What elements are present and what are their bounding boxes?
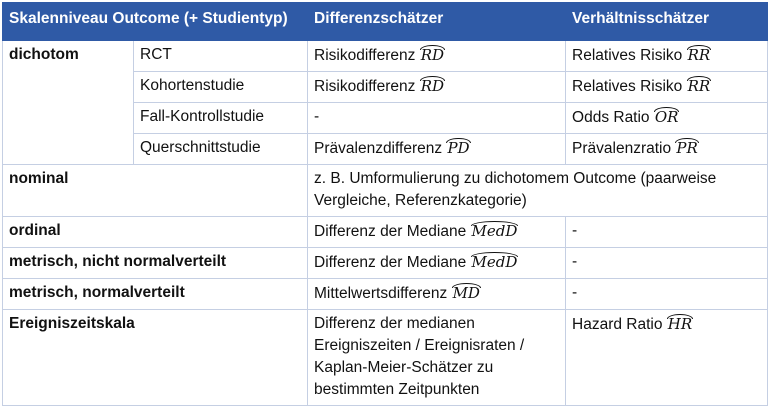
estimator-symbol: RD — [420, 46, 445, 64]
ratio-cell: Prävalenzratio PR — [566, 134, 768, 165]
table-row — [3, 279, 768, 310]
header-difference-estimator: Differenzschätzer — [308, 3, 566, 41]
table-row — [3, 165, 768, 217]
ratio-cell: Hazard Ratio HR — [566, 310, 768, 406]
estimator-symbol: RR — [687, 77, 711, 95]
scale-dichotom: dichotom — [3, 41, 134, 165]
estimator-symbol: RD — [420, 77, 445, 95]
difference-cell: Risikodifferenz RD — [308, 72, 566, 103]
difference-cell: Mittelwertsdifferenz MD — [308, 279, 566, 310]
estimator-symbol: MedD — [471, 253, 518, 271]
estimator-symbol: MD — [452, 284, 480, 302]
difference-cell: Prävalenzdifferenz PD — [308, 134, 566, 165]
scale-metric-normal: metrisch, normalverteilt — [3, 279, 308, 310]
header-ratio-estimator: Verhältnisschätzer — [566, 3, 768, 41]
scale-time-to-event: Ereigniszeitskala — [3, 310, 308, 406]
ratio-cell: - — [566, 217, 768, 248]
estimator-symbol: RR — [687, 46, 711, 64]
ratio-cell: - — [566, 279, 768, 310]
estimator-table — [2, 2, 768, 406]
estimator-symbol: MedD — [471, 222, 518, 240]
header-row — [3, 3, 768, 41]
estimator-symbol: PR — [676, 139, 698, 157]
table-row — [3, 248, 768, 279]
table-row — [3, 41, 768, 72]
design-cell: Kohortenstudie — [134, 72, 308, 103]
difference-cell: - — [308, 103, 566, 134]
ratio-cell: Relatives Risiko RR — [566, 72, 768, 103]
ratio-cell: Relatives Risiko RR — [566, 41, 768, 72]
difference-cell: Risikodifferenz RD — [308, 41, 566, 72]
design-cell: Fall-Kontrollstudie — [134, 103, 308, 134]
design-cell: Querschnittstudie — [134, 134, 308, 165]
estimator-symbol: PD — [447, 139, 470, 157]
table-row — [3, 310, 768, 406]
scale-ordinal: ordinal — [3, 217, 308, 248]
nominal-note-cell: z. B. Umformulierung zu dichotomem Outcome (paarweise Vergleiche, Referenzkategorie) — [308, 165, 768, 217]
estimator-symbol: OR — [654, 108, 679, 126]
ratio-cell: - — [566, 248, 768, 279]
difference-cell: Differenz der Mediane MedD — [308, 217, 566, 248]
scale-nominal: nominal — [3, 165, 308, 217]
ratio-cell: Odds Ratio OR — [566, 103, 768, 134]
difference-cell: Differenz der medianen Ereigniszeiten / Ereignisraten / Kaplan-Meier-Schätzer zu bestimmten Zeitpunkten — [308, 310, 566, 406]
difference-cell: Differenz der Mediane MedD — [308, 248, 566, 279]
design-cell: RCT — [134, 41, 308, 72]
scale-metric-non-normal: metrisch, nicht normalverteilt — [3, 248, 308, 279]
estimator-symbol: HR — [667, 315, 693, 333]
table-row — [3, 217, 768, 248]
header-scale-level: Skalenniveau Outcome (+ Studientyp) — [3, 3, 308, 41]
